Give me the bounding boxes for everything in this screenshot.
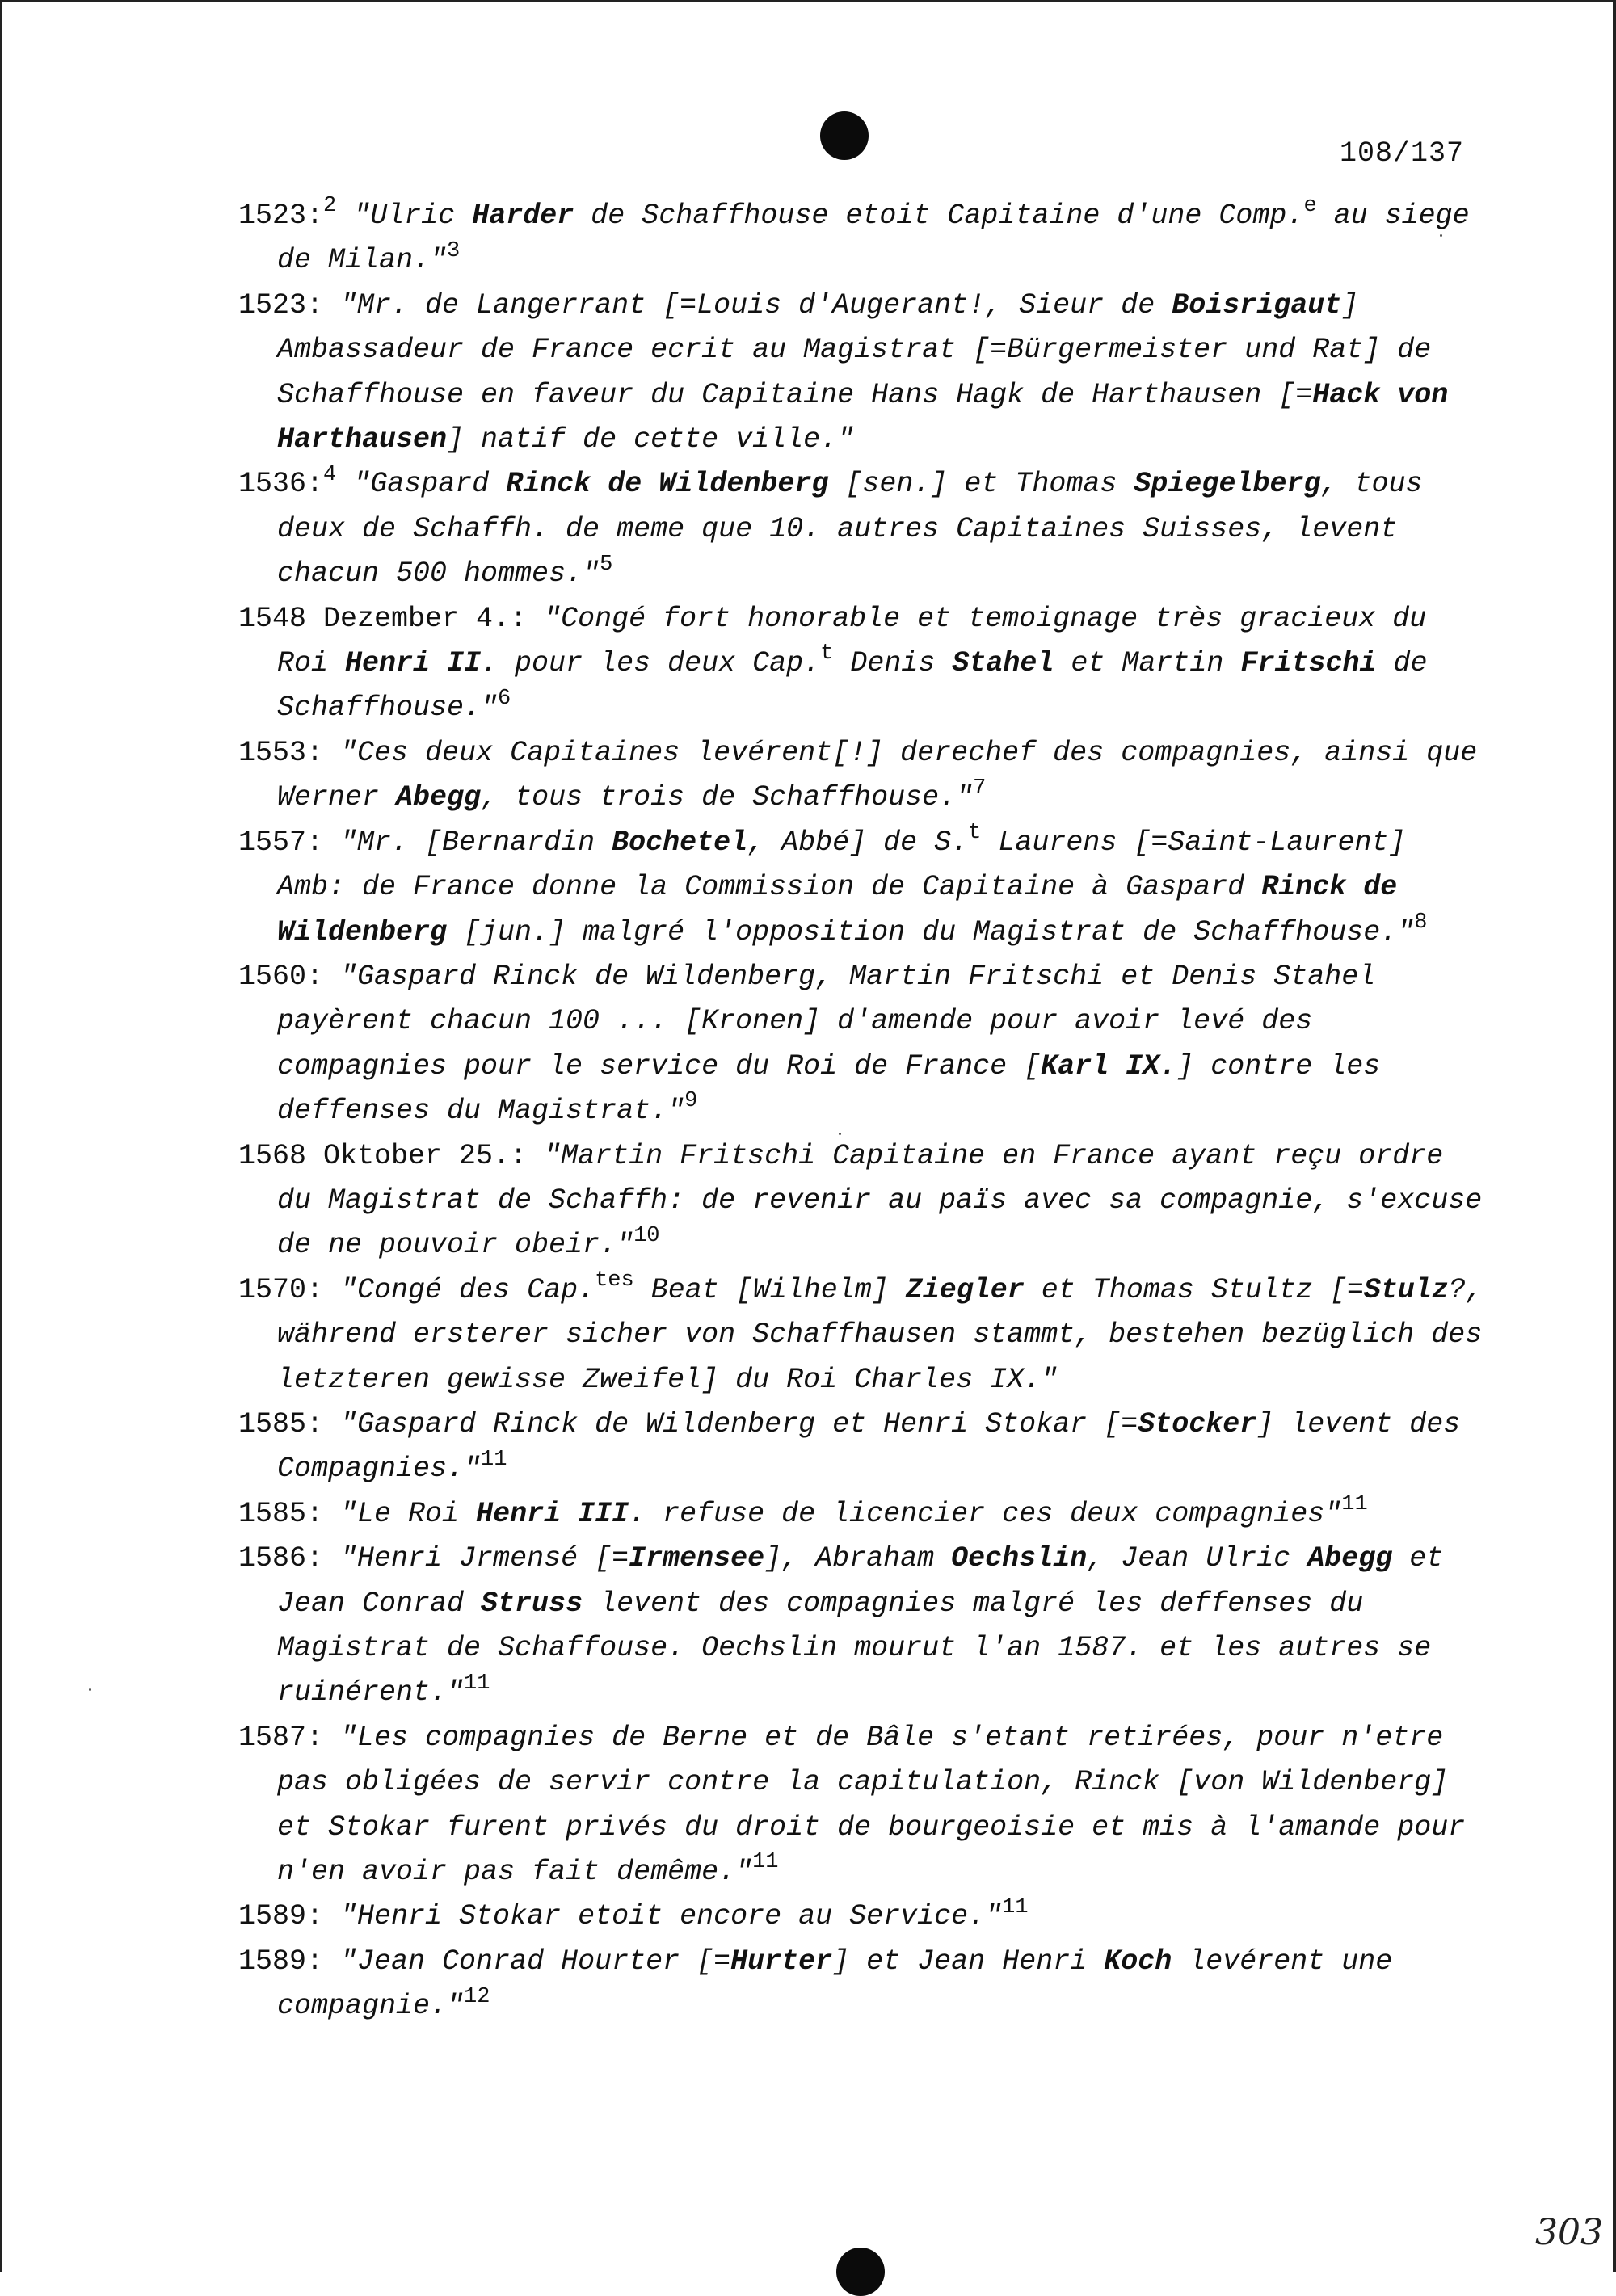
footnote-marker: 10 (633, 1223, 660, 1248)
quoted-text: "Congé des Cap. (340, 1273, 595, 1306)
quoted-text: de Schaffhouse etoit Capitaine d'une Comp. (574, 200, 1304, 232)
quoted-text: ] et Jean Henri (832, 1945, 1105, 1978)
emphasized-name: Stahel (952, 647, 1054, 680)
chronicle-entry (238, 462, 1487, 596)
chronicle-entry (238, 1402, 1487, 1492)
handwritten-page-note: 303 (1535, 2212, 1603, 2253)
entry-date: 1586: (238, 1542, 341, 1575)
emphasized-name: Fritschi (1240, 647, 1377, 680)
chronicle-entry (238, 821, 1487, 955)
emphasized-name: Henri II (345, 647, 482, 680)
quoted-text: ] Ambassadeur de France ecrit au Magistrat [=Bürgermeister und Rat] de Schaffhouse en faveur du Capitaine Hans Hagk de Harthausen [= (277, 288, 1432, 411)
footnote-marker: 11 (464, 1671, 490, 1696)
quoted-text: ] levent des Compagnies." (277, 1407, 1461, 1486)
entry-date: 1587: (238, 1721, 341, 1754)
quoted-text: "Mr. [Bernardin (340, 826, 612, 859)
chronicle-entries (238, 194, 1487, 2029)
entry-date: 1557: (238, 826, 341, 859)
emphasized-name: Bochetel (612, 826, 748, 859)
quoted-text: Laurens [=Saint-Laurent] Amb: de France donne la Commission de Capitaine à Gaspard (277, 826, 1406, 904)
entry-date: 1589: (238, 1900, 341, 1933)
emphasized-name: Struss (481, 1587, 583, 1620)
chronicle-entry (238, 1537, 1487, 1716)
scan-edge-right (1613, 0, 1616, 2272)
quoted-text: . pour les deux Cap. (481, 647, 821, 680)
quoted-text: , tous trois de Schaffhouse." (481, 781, 974, 814)
footnote-marker: 7 (973, 776, 987, 801)
entry-date: 1523: (238, 200, 324, 232)
chronicle-entry (238, 955, 1487, 1134)
emphasized-name: Hurter (730, 1945, 833, 1978)
quoted-text: "Martin Fritschi Capitaine en France ayant reçu ordre du Magistrat de Schaffh: de revenir au païs avec sa compagnie, s'excuse de ne pouvoir obeir." (277, 1139, 1483, 1262)
scan-edge-top (0, 0, 1616, 2)
quoted-text: "Le Roi (340, 1497, 477, 1530)
quoted-text: "Ces deux Capitaines levérent[!] derechef des compagnies, ainsi que Werner (277, 736, 1478, 814)
emphasized-name: Stulz (1363, 1273, 1449, 1306)
footnote-marker: 5 (600, 552, 613, 577)
footnote-marker: 12 (464, 1984, 490, 2009)
quoted-text: "Henri Jrmensé [= (340, 1542, 629, 1575)
chronicle-entry (238, 284, 1487, 463)
entry-date: 1536: (238, 468, 324, 501)
footnote-marker: 3 (447, 238, 461, 263)
entry-date: 1568 Oktober 25.: (238, 1139, 545, 1172)
chronicle-entry (238, 194, 1487, 284)
entry-date: 1585: (238, 1407, 341, 1440)
entry-date: 1585: (238, 1497, 341, 1530)
quoted-text: "Gaspard Rinck de Wildenberg et Henri Stokar [= (340, 1407, 1138, 1440)
scan-speck (1440, 234, 1442, 237)
chronicle-entry (238, 1134, 1487, 1268)
punch-hole-mark-bottom (836, 2248, 885, 2296)
page-number: 108/137 (1339, 137, 1464, 170)
emphasized-name: Ziegler (905, 1273, 1025, 1306)
scan-edge-left (0, 0, 2, 2272)
footnote-marker: 6 (498, 686, 511, 711)
footnote-marker: 8 (1414, 910, 1428, 935)
quoted-text: ] contre les deffenses du Magistrat." (277, 1049, 1381, 1128)
footnote-marker: tes (595, 1268, 634, 1293)
emphasized-name: Koch (1104, 1945, 1172, 1978)
chronicle-entry (238, 731, 1487, 821)
quoted-text: Beat [Wilhelm] (633, 1273, 906, 1306)
quoted-text: . refuse de licencier ces deux compagnies" (629, 1497, 1342, 1530)
emphasized-name: Oechslin (951, 1542, 1088, 1575)
entry-date: 1589: (238, 1945, 341, 1978)
quoted-text: "Mr. de Langerrant [=Louis d'Augerant!, Sieur de (340, 288, 1172, 322)
entry-date: 1560: (238, 960, 341, 993)
quoted-text: ] natif de cette ville." (447, 423, 855, 456)
chronicle-entry (238, 597, 1487, 731)
emphasized-name: Rinck de Wildenberg (506, 468, 829, 501)
quoted-text: [jun.] malgré l'opposition du Magistrat de Schaffhouse." (447, 915, 1415, 948)
footnote-marker: 2 (323, 194, 337, 219)
footnote-marker: t (820, 641, 834, 667)
quoted-text: "Ulric (336, 200, 473, 232)
quoted-text: "Henri Stokar etoit encore au Service." (340, 1900, 1003, 1933)
emphasized-name: Irmensee (629, 1542, 765, 1575)
quoted-text: "Gaspard (336, 468, 507, 501)
emphasized-name: Spiegelberg (1134, 468, 1321, 501)
quoted-text: "Les compagnies de Berne et de Bâle s'etant retirées, pour n'etre pas obligées de servir contre la capitulation, Rinck [von Wildenberg] et Stokar furent privés du droit de bourgeoisie et mis à l'amande pour n'en avoir pas fait demême." (277, 1721, 1466, 1889)
footnote-marker: 11 (1341, 1492, 1368, 1517)
quoted-text: levent des compagnies malgré les deffenses du Magistrat de Schaffouse. Oechslin mourut l'an 1587. et les autres se ruinérent." (277, 1587, 1432, 1709)
quoted-text: au siege de Milan." (277, 200, 1470, 277)
punch-hole-mark (820, 111, 869, 160)
quoted-text: [sen.] et Thomas (828, 468, 1134, 501)
scan-speck (89, 1688, 91, 1691)
quoted-text: "Gaspard Rinck de Wildenberg, Martin Fritschi et Denis Stahel payèrent chacun 100 ... [Kronen] d'amende pour avoir levé des compagnies pour le service du Roi de France [ (277, 960, 1376, 1083)
entry-date: 1553: (238, 736, 341, 769)
quoted-text: , Jean Ulric (1087, 1542, 1308, 1575)
entry-date: 1548 Dezember 4.: (238, 602, 545, 635)
emphasized-name: Abegg (396, 781, 482, 814)
emphasized-name: Henri III (476, 1497, 629, 1530)
quoted-text: et Jean Conrad (277, 1542, 1444, 1620)
chronicle-entry (238, 1894, 1487, 1939)
emphasized-name: Harder (472, 200, 574, 232)
emphasized-name: Boisrigaut (1172, 288, 1342, 322)
footnote-marker: 11 (1002, 1894, 1029, 1920)
footnote-marker: 4 (323, 462, 337, 487)
quoted-text: et Thomas Stultz [= (1024, 1273, 1364, 1306)
footnote-marker: 9 (684, 1089, 698, 1114)
emphasized-name: Hack von Harthausen (277, 378, 1449, 456)
quoted-text: de Schaffhouse." (277, 647, 1428, 725)
quoted-text: et Martin (1054, 647, 1241, 680)
emphasized-name: Karl IX. (1041, 1049, 1177, 1083)
quoted-text: ?, während ersterer sicher von Schaffhausen stammt, bestehen bezüglich des letzteren gewisse Zweifel] du Roi Charles IX." (277, 1273, 1483, 1396)
footnote-marker: 11 (481, 1447, 507, 1472)
quoted-text: ], Abraham (764, 1542, 952, 1575)
quoted-text: , tous deux de Schaffh. de meme que 10. autres Capitaines Suisses, levent chacun 500 hommes." (277, 468, 1423, 591)
quoted-text: , Abbé] de S. (747, 826, 969, 859)
emphasized-name: Abegg (1307, 1542, 1393, 1575)
chronicle-entry (238, 1716, 1487, 1895)
quoted-text: "Congé fort honorable et temoignage très gracieux du Roi (277, 602, 1427, 680)
entry-date: 1570: (238, 1273, 341, 1306)
footnote-marker: t (968, 821, 982, 846)
scan-speck (839, 1133, 841, 1135)
quoted-text: levérent une compagnie." (277, 1945, 1393, 2023)
emphasized-name: Stocker (1138, 1407, 1257, 1440)
entry-date: 1523: (238, 288, 341, 322)
quoted-text: Denis (833, 647, 953, 680)
chronicle-entry (238, 1268, 1487, 1402)
emphasized-name: Rinck de Wildenberg (277, 871, 1398, 948)
footnote-marker: 11 (752, 1850, 779, 1875)
quoted-text: "Jean Conrad Hourter [= (340, 1945, 731, 1978)
chronicle-entry (238, 1940, 1487, 2029)
footnote-marker: e (1303, 194, 1317, 219)
chronicle-entry (238, 1492, 1487, 1537)
